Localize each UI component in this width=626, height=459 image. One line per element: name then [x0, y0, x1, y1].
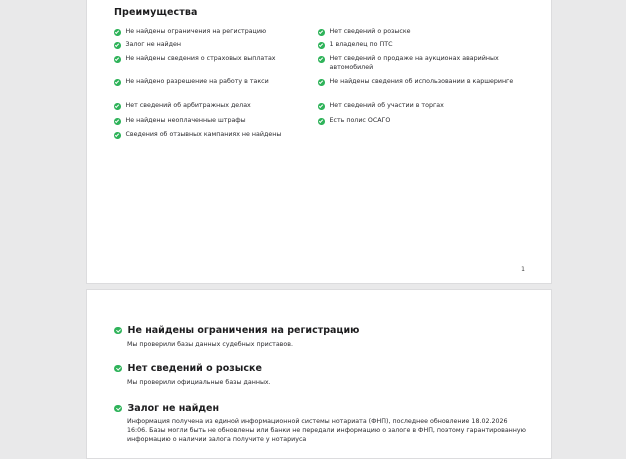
advantage-item: [318, 102, 518, 111]
advantage-item: [114, 131, 314, 140]
advantage-item-label: Есть полис ОСАГО: [329, 117, 391, 124]
check-circle-icon: [114, 79, 121, 86]
check-circle-icon: [318, 42, 325, 49]
check-circle-icon: [114, 42, 121, 49]
check-circle-icon: [318, 79, 325, 86]
section-title-text: Нет сведений о розыске: [127, 363, 262, 374]
advantage-item: [114, 117, 314, 126]
section-description: Мы проверили официальные базы данных.: [127, 379, 271, 386]
advantage-item-label: Залог не найден: [125, 41, 181, 48]
section-description: Информация получена из единой информационной системы нотариата (ФНП), последнее обновление 18.02.2026 16:06. Базы могли быть не обновлены или банки не передали информацию о залоге в ФНП, поэтому гарантированную информацию о наличии залога получите у нотариуса: [127, 418, 526, 443]
check-circle-icon: [114, 327, 122, 335]
section-title-text: Залог не найден: [127, 403, 220, 414]
check-circle-icon: [114, 365, 122, 373]
advantage-item-label: Сведения об отзывных кампаниях не найдены: [125, 131, 282, 138]
check-circle-icon: [114, 103, 121, 110]
advantage-item: [114, 28, 314, 37]
advantage-item: [318, 117, 518, 126]
advantages-title: Преимущества: [114, 7, 198, 18]
advantage-item-label: Не найдены сведения о страховых выплатах: [125, 55, 276, 62]
advantage-item: [318, 78, 518, 87]
advantage-item-label: Нет сведений об участии в торгах: [329, 102, 444, 109]
advantage-item-label: Нет сведений о розыске: [329, 28, 411, 35]
advantage-item: [318, 55, 518, 72]
document-page-1: [86, 0, 552, 284]
advantage-item-label: 1 владелец по ПТС: [329, 41, 393, 48]
advantage-item: [114, 102, 314, 111]
section-title: [114, 403, 219, 414]
document-page-2: [86, 289, 552, 459]
advantage-item: [318, 28, 518, 37]
check-circle-icon: [114, 405, 122, 413]
advantage-item-label: Нет сведений о продаже на аукционах аварийных автомобилей: [329, 55, 499, 71]
advantage-item-label: Не найдено разрешение на работу в такси: [125, 78, 269, 85]
check-circle-icon: [114, 29, 121, 36]
section-description: Мы проверили базы данных судебных приставов.: [127, 341, 293, 348]
advantage-item-label: Нет сведений об арбитражных делах: [125, 102, 251, 109]
check-circle-icon: [114, 56, 121, 63]
section-title-text: Не найдены ограничения на регистрацию: [127, 325, 360, 336]
advantage-item: [318, 41, 518, 50]
advantage-item: [114, 78, 314, 87]
check-circle-icon: [318, 118, 325, 125]
check-circle-icon: [318, 103, 325, 110]
page-number: 1: [521, 266, 525, 273]
advantage-item-label: Не найдены сведения об использовании в каршеринге: [329, 78, 514, 85]
section-title: [114, 363, 262, 374]
section-title: [114, 325, 359, 336]
advantage-item: [114, 55, 314, 64]
advantage-item-label: Не найдены неоплаченные штрафы: [125, 117, 246, 124]
check-circle-icon: [318, 56, 325, 63]
advantage-item-label: Не найдены ограничения на регистрацию: [125, 28, 267, 35]
check-circle-icon: [318, 29, 325, 36]
check-circle-icon: [114, 132, 121, 139]
advantage-item: [114, 41, 314, 50]
check-circle-icon: [114, 118, 121, 125]
